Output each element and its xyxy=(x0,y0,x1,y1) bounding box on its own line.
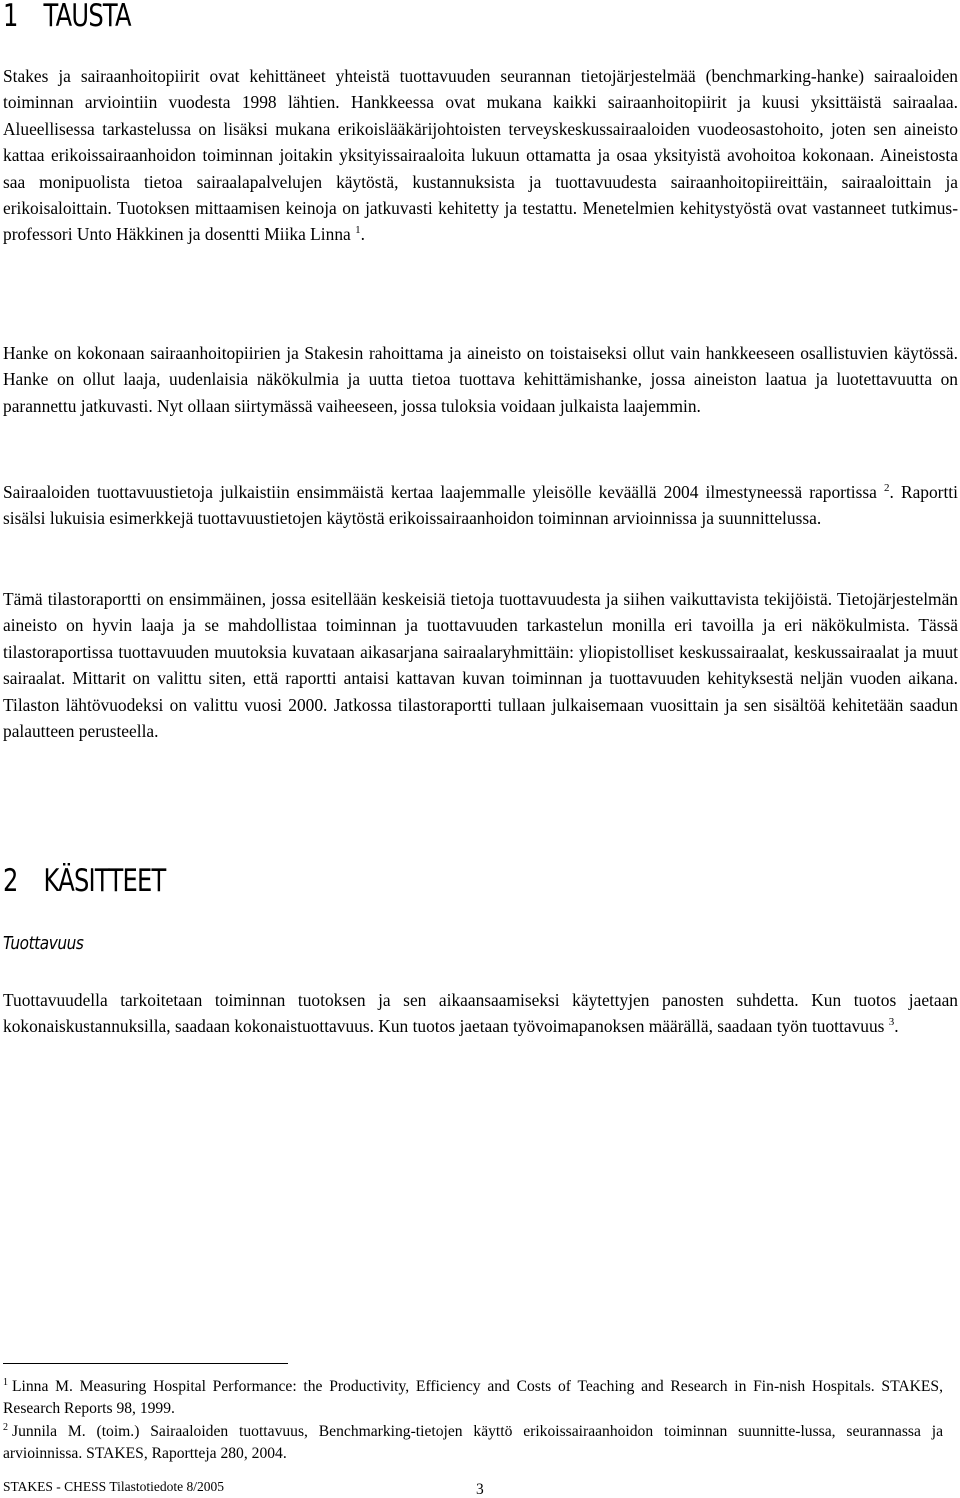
paragraph: Hanke on kokonaan sairaanhoitopiirien ja Stakesin rahoittama ja aineisto on toistaiseksi ollut vain hankkeeseen osallistuvien käytössä. Hanke on ollut laaja, uudenlaisia näkökulmia ja uutta tietoa tuottava kehittämishanke, jossa aineiston laatua ja luotettavuutta on parannettu jatkuvasti. Nyt ollaan siirtymässä vaiheeseen, jossa tuloksia voidaan julkaista laajemmin. xyxy=(3,343,958,416)
footnote-mark: 1 xyxy=(3,1376,8,1388)
footnote-divider xyxy=(3,1363,288,1364)
footnote-ref: 1 xyxy=(355,224,361,237)
footnote-ref: 3 xyxy=(888,1016,895,1029)
footnote: $^1$ Linna M. Measuring Hospital Performance: the Productivity, Efficiency and Costs of Teaching and Research in Fin-nish Hospitals. STAKES, Research Reports 98, 1999. xyxy=(3,1376,943,1417)
section-number: 1 xyxy=(3,0,18,34)
paragraph: Tuottavuudella tarkoitetaan toiminnan tuotoksen ja sen aikaansaamiseksi käytettyjen panosten suhdetta. Kun tuotos jaetaan kokonaiskustannuksilla, saadaan kokonaistuottavuus. Kun tuotos jaetaan työvoimapanoksen määrällä, saadaan työn tuottavuus $^3$. xyxy=(3,990,958,1037)
footnote-mark: 2 xyxy=(3,1421,8,1433)
footnote: $^2$ Junnila M. (toim.) Sairaaloiden tuottavuus, Benchmarking-tietojen käyttö erikoissairaanhoidon toiminnan suunnitte-lussa, seurannassa ja arvioinnissa. STAKES, Raportteja 280, 2004. xyxy=(3,1421,943,1462)
page-number: 3 xyxy=(476,1481,484,1498)
publication-footer: STAKES - CHESS Tilastotiedote 8/2005 xyxy=(3,1479,224,1494)
paragraph: Tämä tilastoraportti on ensimmäinen, jossa esitellään keskeisiä tietoja tuottavuudesta ja siihen vaikuttavista tekijöistä. Tietojärjestelmän aineisto on hyvin laaja ja se mahdollistaa toiminnan ja tuottavuuden tarkastelun monilla eri tavoilla ja eri näkökulmista. Tässä tilastoraportissa tuottavuuden muutoksia kuvataan aikasarjana sairaalaryhmittäin: yliopistolliset keskussairaalat, keskussairaalat ja muut sairaalat. Mittarit on valittu siten, että raportti antaisi kattavan kuvan toiminnan ja tuottavuuden kehityksestä neljän vuoden aikana. Tilaston lähtövuodeksi on valittu vuosi 2000. Jatkossa tilastoraportti tullaan julkaisemaan vuosittain ja sen sisältöä kehitetään saadun palautteen perusteella. xyxy=(3,589,958,742)
section-title: TAUSTA xyxy=(43,0,131,34)
paragraph: Stakes ja sairaanhoitopiirit ovat kehittäneet yhteistä tuottavuuden seurannan tietojärjestelmää (benchmarking-hanke) sairaaloiden toiminnan arviointiin vuodesta 1998 lähtien. Hankkeessa ovat mukana kaikki sairaanhoitopiirit ja kuusi yksittäistä sairaalaa. Alueellisessa tarkastelussa on lisäksi mukana erikoislääkärijohtoisten terveyskeskussairaaloiden vuodeosastohoito, joten sen aineisto kattaa erikoissairaanhoidon toiminnan joitakin yksityissairaaloita lukuun ottamatta ja osaa yksityistä avohoitoa kokonaan. Aineistosta saa monipuolista tietoa sairaalapalvelujen käytöstä, kustannuksista ja tuottavuudesta sairaanhoitopiireittäin, sairaaloittain ja erikoisaloittain. Tuotoksen mittaamisen keinoja on jatkuvasti kehitetty ja testattu. Menetelmien kehitystyöstä ovat vastanneet tutkimus-professori Unto Häkkinen ja dosentti Miika Linna $^1$. xyxy=(3,66,958,245)
paragraph: Sairaaloiden tuottavuustietoja julkaistiin ensimmäistä kertaa laajemmalle yleisölle keväällä 2004 ilmestyneessä raportissa $^2$. Raportti sisälsi lukuisia esimerkkejä tuottavuustietojen käytöstä erikoissairaanhoidon toiminnan arvioinnissa ja suunnittelussa. xyxy=(3,482,958,529)
section-heading-1 xyxy=(3,0,131,34)
section-number: 2 xyxy=(3,863,18,899)
section-heading-2 xyxy=(3,863,165,899)
footnote-ref: 2 xyxy=(884,482,890,495)
subheading: Tuottavuus xyxy=(3,933,84,954)
section-title: KÄSITTEET xyxy=(43,863,166,899)
